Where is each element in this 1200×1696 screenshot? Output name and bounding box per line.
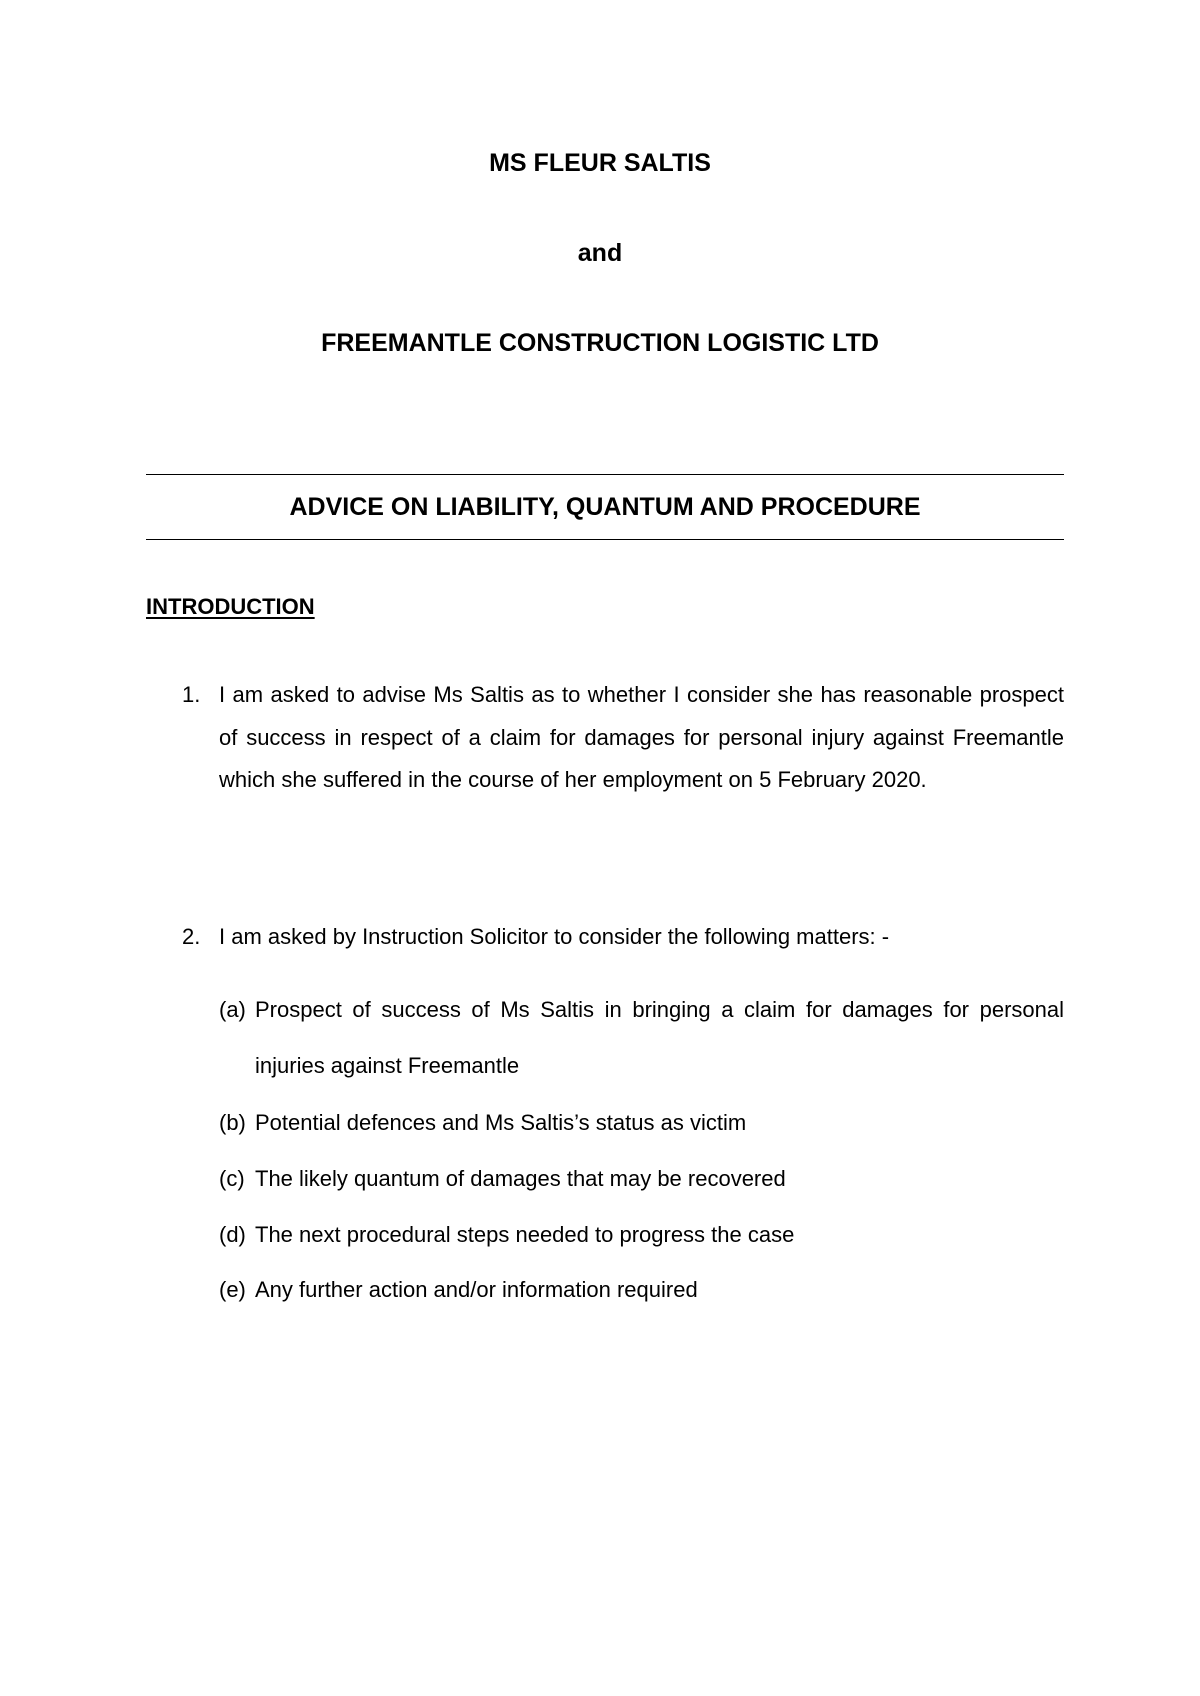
defendant-name: FREEMANTLE CONSTRUCTION LOGISTIC LTD xyxy=(321,329,879,357)
conjunction: and xyxy=(577,239,623,267)
document-title: ADVICE ON LIABILITY, QUANTUM AND PROCEDURE xyxy=(289,493,921,521)
paragraph-number: 1. xyxy=(182,682,201,707)
paragraph-text: I am asked by Instruction Solicitor to consider the following matters: - xyxy=(219,924,890,949)
list-item-text: The next procedural steps needed to progress the case xyxy=(255,1222,795,1247)
list-item-label: (d) xyxy=(219,1222,246,1247)
list-item-text: The likely quantum of damages that may be recovered xyxy=(255,1166,786,1191)
list-item-label: (c) xyxy=(219,1166,245,1191)
paragraph-number: 2. xyxy=(182,924,201,949)
list-item-text: Potential defences and Ms Saltis’s status as victim xyxy=(255,1110,747,1135)
section-heading-introduction: INTRODUCTION xyxy=(146,594,315,619)
paragraph-text: I am asked to advise Ms Saltis as to whether I consider she has reasonable prospect of success in respect of a claim for damages for personal injury against Freemantle which she suffered in the course of her employment on 5 February 2020. xyxy=(219,682,1064,792)
list-item-text: Prospect of success of Ms Saltis in bringing a claim for damages for personal injuries against Freemantle xyxy=(255,997,1064,1078)
title-top-rule xyxy=(146,474,1064,475)
list-item-label: (b) xyxy=(219,1110,246,1135)
list-item-label: (a) xyxy=(219,997,246,1022)
claimant-name: MS FLEUR SALTIS xyxy=(489,149,711,177)
title-bottom-rule xyxy=(146,539,1064,540)
list-item-text: Any further action and/or information required xyxy=(255,1277,698,1302)
list-item-label: (e) xyxy=(219,1277,246,1302)
